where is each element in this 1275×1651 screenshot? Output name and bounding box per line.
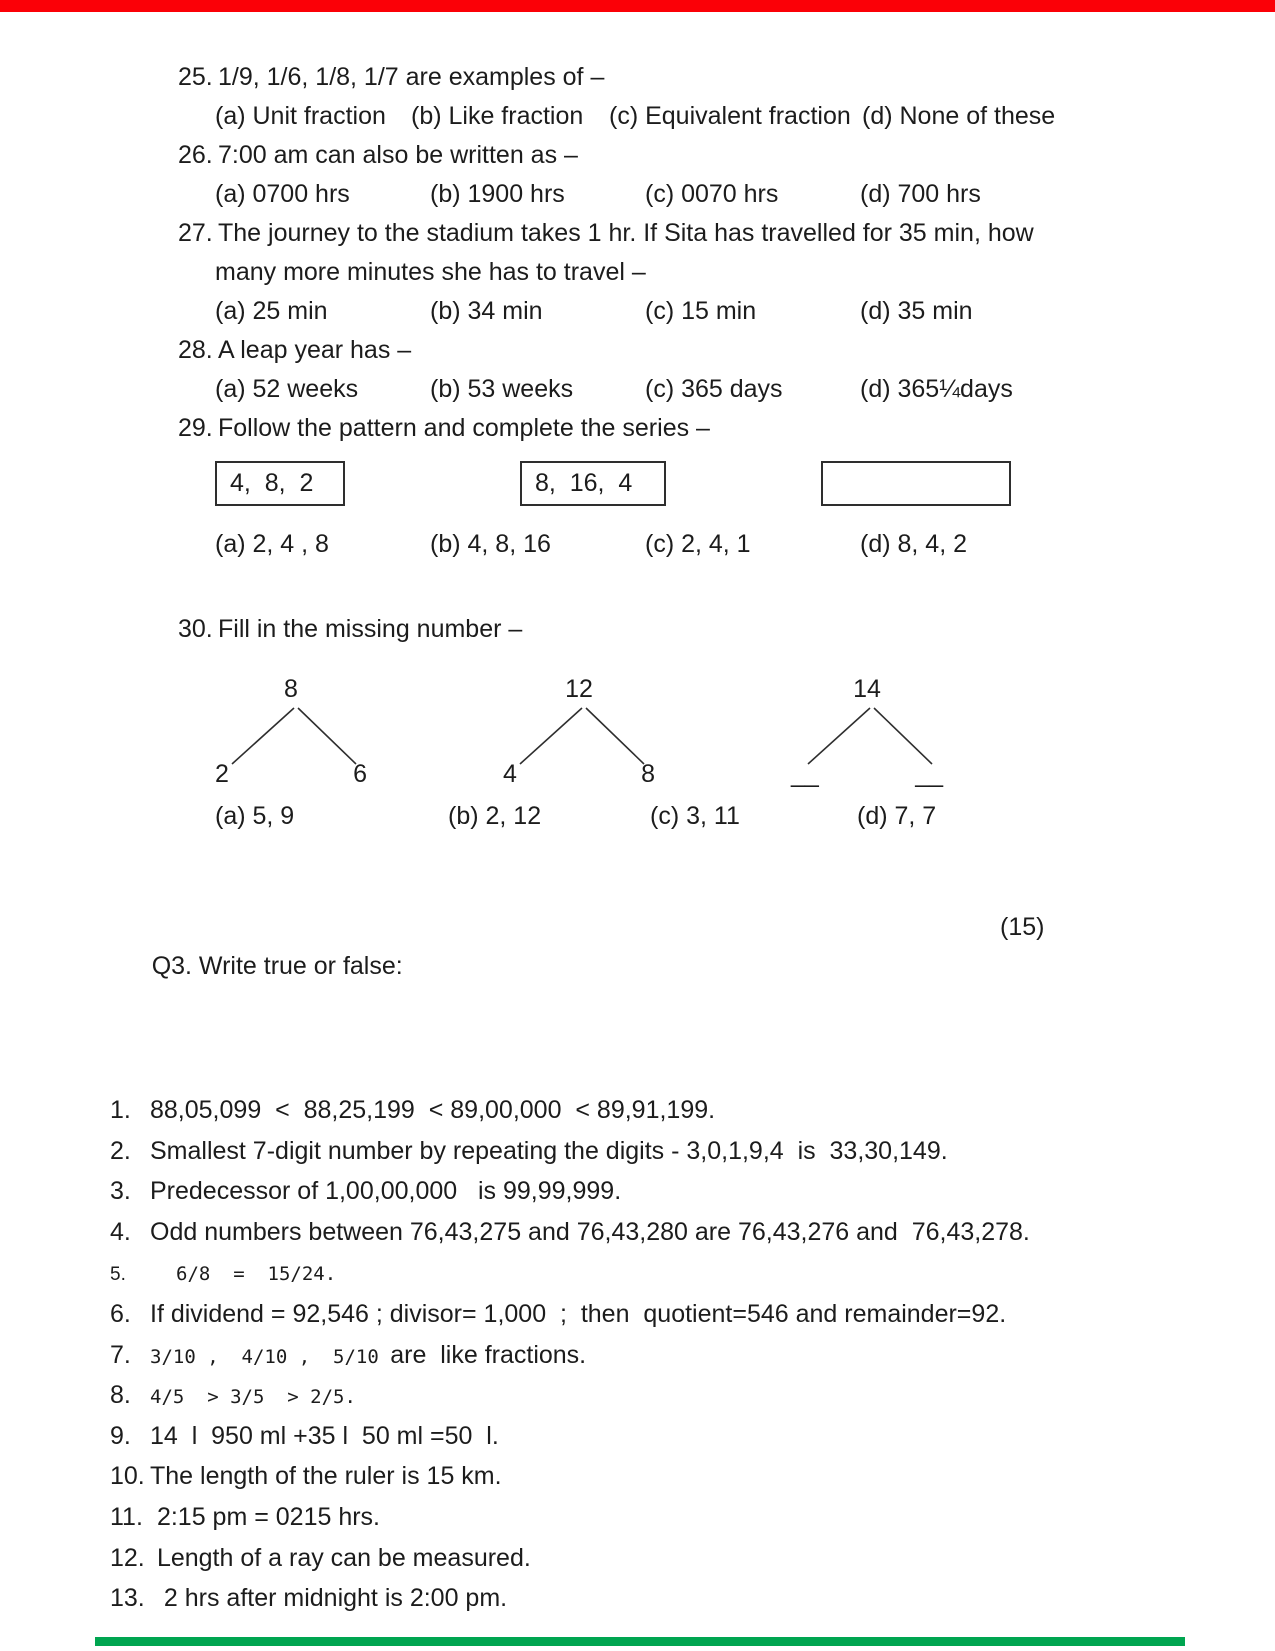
tf-item-13	[110, 1579, 1190, 1620]
tree-branches-icon	[791, 706, 943, 768]
option-d: (d) 8, 4, 2	[860, 530, 967, 558]
question-number: 29.	[178, 414, 213, 442]
option-c: (c) 15 min	[645, 297, 757, 325]
tf-item-9	[110, 1417, 1190, 1458]
item-number: 5.	[110, 1264, 126, 1286]
true-false-section	[110, 908, 1190, 1620]
option-c: (c) 365 days	[645, 375, 783, 403]
item-number: 10.	[110, 1462, 145, 1491]
question-28	[178, 331, 1275, 409]
option-b: (b) 2, 12	[448, 802, 542, 830]
question-text	[178, 409, 1275, 448]
question-text	[178, 58, 1275, 97]
question-body-line1: The journey to the stadium takes 1 hr. If Sita has travelled for 35 min, how	[218, 219, 1034, 247]
section-heading-row	[110, 908, 1190, 1064]
option-b: (b) 1900 hrs	[430, 180, 565, 208]
item-text: Odd numbers between 76,43,275 and 76,43,280 are 76,43,276 and 76,43,278.	[150, 1217, 1030, 1246]
option-b: (b) Like fraction	[411, 102, 584, 130]
options-row	[178, 525, 1275, 564]
options-row	[178, 292, 1275, 331]
option-b: (b) 34 min	[430, 297, 543, 325]
item-number: 9.	[110, 1421, 131, 1450]
tf-item-10	[110, 1457, 1190, 1498]
tf-item-8	[110, 1376, 1190, 1417]
pattern-series-row	[178, 461, 1275, 506]
item-text: are like fractions.	[390, 1340, 587, 1369]
series-box-empty	[821, 461, 1011, 506]
question-body: 7:00 am can also be written as –	[218, 141, 578, 169]
option-a: (a) Unit fraction	[215, 102, 386, 130]
options-row	[178, 797, 1275, 836]
option-c: (c) 2, 4, 1	[645, 530, 751, 558]
item-text: 2:15 pm = 0215 hrs.	[150, 1502, 381, 1531]
tf-item-7	[110, 1336, 1190, 1377]
tf-item-1	[110, 1091, 1190, 1132]
question-number: 27.	[178, 219, 213, 247]
item-text: If dividend = 92,546 ; divisor= 1,000 ; then quotient=546 and remainder=92.	[150, 1299, 1007, 1328]
option-a: (a) 2, 4 , 8	[215, 530, 329, 558]
option-c: (c) Equivalent fraction	[609, 102, 851, 130]
item-text: Smallest 7-digit number by repeating the digits - 3,0,1,9,4 is 33,30,149.	[150, 1136, 948, 1165]
question-text	[178, 610, 1275, 649]
item-number: 2.	[110, 1136, 131, 1165]
item-text: 14 l 950 ml +35 l 50 ml =50 l.	[150, 1421, 499, 1450]
question-text	[178, 136, 1275, 175]
tree-top-number: 8	[284, 675, 298, 703]
item-number: 11.	[110, 1502, 143, 1531]
item-fraction-text: 4/5 > 3/5 > 2/5.	[150, 1386, 356, 1409]
section-marks: (15)	[1000, 913, 1045, 941]
option-c: (c) 0070 hrs	[645, 180, 779, 208]
question-text	[178, 331, 1275, 370]
item-text: The length of the ruler is 15 km.	[150, 1462, 502, 1491]
tf-item-6	[110, 1295, 1190, 1336]
question-body: 1/9, 1/6, 1/8, 1/7 are examples of –	[218, 63, 605, 91]
tf-item-11	[110, 1498, 1190, 1539]
option-d: (d) None of these	[862, 102, 1056, 130]
tf-item-2	[110, 1132, 1190, 1173]
tree-branches-icon	[503, 706, 655, 768]
tf-item-12	[110, 1539, 1190, 1580]
question-27	[178, 214, 1275, 331]
question-number: 26.	[178, 141, 213, 169]
tf-item-3	[110, 1172, 1190, 1213]
option-d: (d) 7, 7	[857, 802, 937, 830]
item-text: Predecessor of 1,00,00,000 is 99,99,999.	[150, 1177, 622, 1206]
question-body: A leap year has –	[218, 336, 412, 364]
option-d: (d) 700 hrs	[860, 180, 981, 208]
option-c: (c) 3, 11	[650, 802, 740, 830]
question-text	[178, 214, 1275, 253]
item-number: 3.	[110, 1177, 131, 1206]
tree-right-number: 6	[353, 760, 367, 788]
tf-item-5	[110, 1253, 1190, 1295]
question-30	[178, 610, 1275, 836]
item-number: 6.	[110, 1299, 131, 1328]
question-number: 25.	[178, 63, 213, 91]
number-trees-row	[178, 675, 1275, 789]
item-number: 8.	[110, 1381, 131, 1410]
tree-top-number: 14	[853, 675, 881, 703]
tf-item-4	[110, 1213, 1190, 1254]
option-a: (a) 5, 9	[215, 802, 295, 830]
options-row	[178, 370, 1275, 409]
true-false-list	[110, 1091, 1190, 1620]
options-row	[178, 175, 1275, 214]
tree-right-blank: __	[915, 760, 943, 788]
question-body-line2: many more minutes she has to travel –	[215, 258, 646, 286]
tree-branches-icon	[215, 706, 367, 768]
section-heading: Q3. Write true or false:	[151, 952, 403, 980]
question-25	[178, 58, 1275, 136]
item-number: 13.	[110, 1584, 145, 1613]
option-a: (a) 52 weeks	[215, 375, 359, 403]
item-number: 12.	[110, 1543, 145, 1572]
tree-left-number: 2	[215, 760, 229, 788]
tree-left-number: 4	[503, 760, 517, 788]
item-text: 2 hrs after midnight is 2:00 pm.	[150, 1584, 508, 1613]
series-box-2: 8, 16, 4	[520, 461, 666, 506]
item-number: 4.	[110, 1217, 131, 1246]
tree-right-number: 8	[641, 760, 655, 788]
number-tree-2	[503, 675, 655, 789]
question-body: Fill in the missing number –	[218, 615, 523, 643]
question-number: 28.	[178, 336, 213, 364]
item-text: Length of a ray can be measured.	[150, 1543, 531, 1572]
question-body: Follow the pattern and complete the series –	[218, 414, 710, 442]
item-fraction-text: 3/10 , 4/10 , 5/10	[150, 1345, 391, 1368]
item-fraction-text: 6/8 = 15/24.	[176, 1263, 337, 1286]
series-box-1: 4, 8, 2	[215, 461, 345, 506]
item-number: 7.	[110, 1340, 131, 1369]
item-text: 88,05,099 < 88,25,199 < 89,00,000 < 89,91,199.	[150, 1096, 716, 1124]
option-a: (a) 0700 hrs	[215, 180, 350, 208]
option-d: (d) 365¼days	[860, 375, 1013, 403]
page-bottom-edge-bar	[95, 1637, 1185, 1646]
option-b: (b) 53 weeks	[430, 375, 574, 403]
options-row	[178, 97, 1275, 136]
question-26	[178, 136, 1275, 214]
number-tree-1	[215, 675, 367, 789]
option-d: (d) 35 min	[860, 297, 973, 325]
question-29	[178, 409, 1275, 564]
page-top-edge-bar	[0, 0, 1275, 12]
item-number: 1.	[110, 1096, 131, 1124]
worksheet-page	[0, 58, 1275, 1620]
mcq-section	[178, 58, 1275, 836]
number-tree-3	[791, 675, 943, 789]
option-b: (b) 4, 8, 16	[430, 530, 551, 558]
option-a: (a) 25 min	[215, 297, 328, 325]
tree-top-number: 12	[565, 675, 593, 703]
tree-left-blank: __	[791, 760, 819, 788]
question-number: 30.	[178, 615, 213, 643]
